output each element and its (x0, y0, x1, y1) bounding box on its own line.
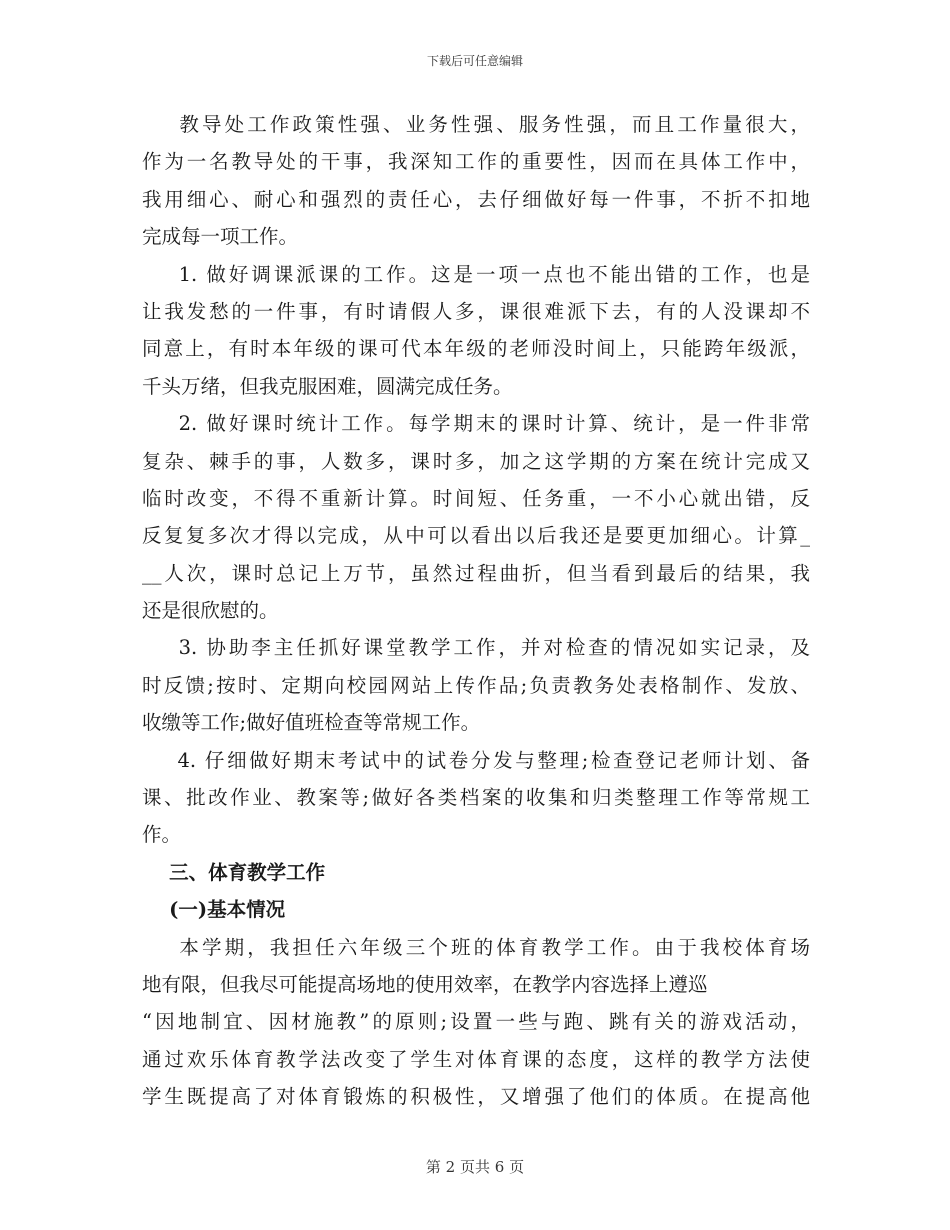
text-line: 4. 仔细做好期末考试中的试卷分发与整理;检查登记老师计划、备 (142, 748, 810, 772)
text-line: 3. 协助李主任抓好课堂教学工作，并对检查的情况如实记录，及 (142, 636, 810, 660)
text-line: (一)基本情况 (142, 898, 286, 922)
text-line: 2. 做好课时统计工作。每学期末的课时计算、统计，是一件非常 (142, 412, 810, 436)
text-line: 同意上，有时本年级的课可代本年级的老师没时间上，只能跨年级派， (142, 337, 810, 361)
text-line: 三、体育教学工作 (142, 860, 326, 884)
text-line: 临时改变，不得不重新计算。时间短、任务重，一不小心就出错，反 (142, 486, 810, 510)
text-line: 收缴等工作;做好值班检查等常规工作。 (142, 711, 481, 735)
text-line: 课、批改作业、教案等;做好各类档案的收集和归类整理工作等常规工 (142, 786, 810, 810)
text-line: 还是很欣慰的。 (142, 599, 279, 623)
text-line: 时反馈;按时、定期向校园网站上传作品;负责教务处表格制作、发放、 (142, 673, 810, 697)
text-line: 千头万绪，但我克服困难，圆满完成任务。 (142, 374, 513, 398)
page-footer: 第 2 页共 6 页 (425, 1158, 525, 1176)
text-line: __人次，课时总记上万节，虽然过程曲折，但当看到最后的结果，我 (142, 561, 810, 585)
text-line: 作为一名教导处的干事，我深知工作的重要性，因而在具体工作中， (142, 150, 810, 174)
text-line: 通过欢乐体育教学法改变了学生对体育课的态度，这样的教学方法使 (142, 1047, 810, 1071)
text-line: 学生既提高了对体育锻炼的积极性，又增强了他们的体质。在提高他 (142, 1085, 810, 1109)
document-body (142, 106, 810, 1116)
text-line: 复杂、棘手的事，人数多，课时多，加之这学期的方案在统计完成又 (142, 449, 810, 473)
text-line: “因地制宜、因材施教”的原则;设置一些与跑、跳有关的游戏活动， (142, 1010, 810, 1034)
page-header: 下载后可任意编辑 (426, 54, 523, 68)
text-line: 反复复多次才得以完成，从中可以看出以后我还是要更加细心。计算_ (142, 524, 810, 548)
text-line: 让我发愁的一件事，有时请假人多，课很难派下去，有的人没课却不 (142, 299, 810, 323)
text-line: 地有限，但我尽可能提高场地的使用效率，在教学内容选择上遵巡 (142, 972, 708, 996)
text-line: 1. 做好调课派课的工作。这是一项一点也不能出错的工作，也是 (142, 262, 810, 286)
text-line: 我用细心、耐心和强烈的责任心，去仔细做好每一件事，不折不扣地 (142, 187, 810, 211)
text-line: 完成每一项工作。 (142, 225, 299, 249)
text-line: 本学期，我担任六年级三个班的体育教学工作。由于我校体育场 (142, 935, 810, 959)
text-line: 教导处工作政策性强、业务性强、服务性强，而且工作量很大， (142, 113, 810, 136)
text-line: 作。 (142, 823, 182, 847)
